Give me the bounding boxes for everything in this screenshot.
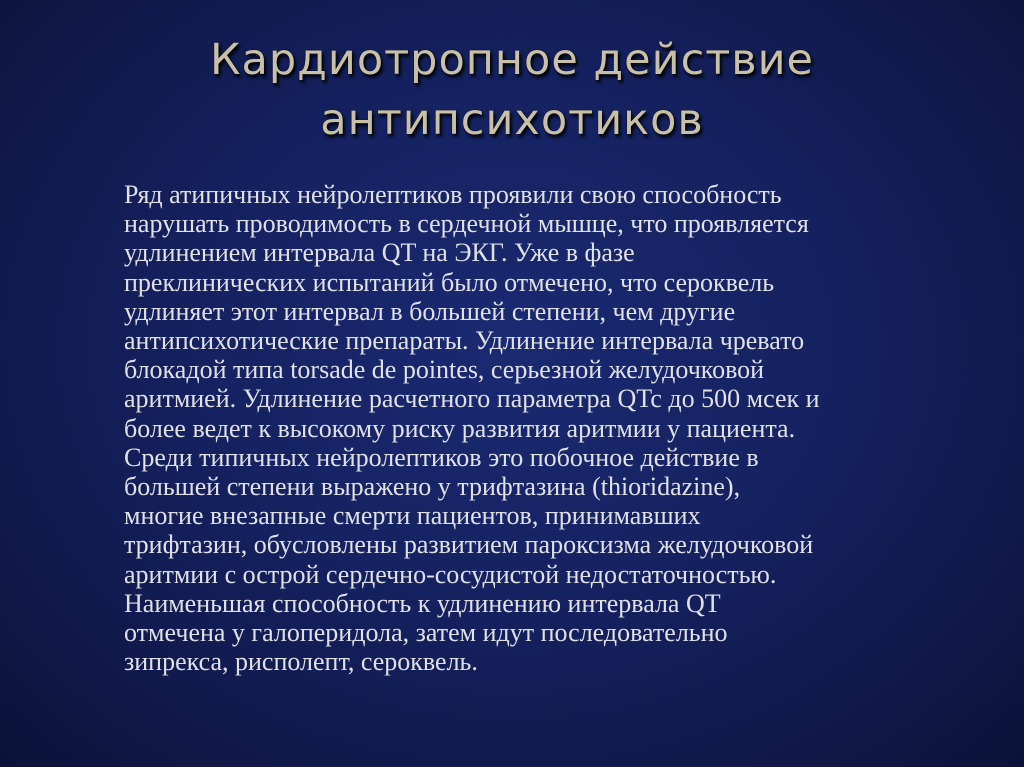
slide-body-text: Ряд атипичных нейролептиков проявили свою способность нарушать проводимость в сердечной мышце, что проявляется удлинением интервала QT на ЭКГ. Уже в фазе преклинических испытаний было отмечено, что сероквель удлиняет этот интервал в большей степени, чем другие антипсихотические препараты. Удлинение интервала чревато блокадой типа torsade de pointes, серьезной желудочковой аритмией. Удлинение расчетного параметра QTc до 500 мсек и более ведет к высокому риску развития аритмии у пациента. Среди типичных нейролептиков это побочное действие в большей степени выражено у трифтазина (thioridazine), многие внезапные смерти пациентов, принимавших трифтазин, обусловлены развитием пароксизма желудочковой аритмии с острой сердечно-сосудистой недостаточностью. Наименьшая способность к удлинению интервала QT отмечена у галоперидола, затем идут последовательно зипрекса, рисполепт, сероквель. (124, 180, 820, 677)
slide-title (90, 30, 934, 150)
slide-title-line-1: Кардиотропное действие (209, 35, 815, 85)
slide-title-line-2: антипсихотиков (320, 95, 704, 145)
